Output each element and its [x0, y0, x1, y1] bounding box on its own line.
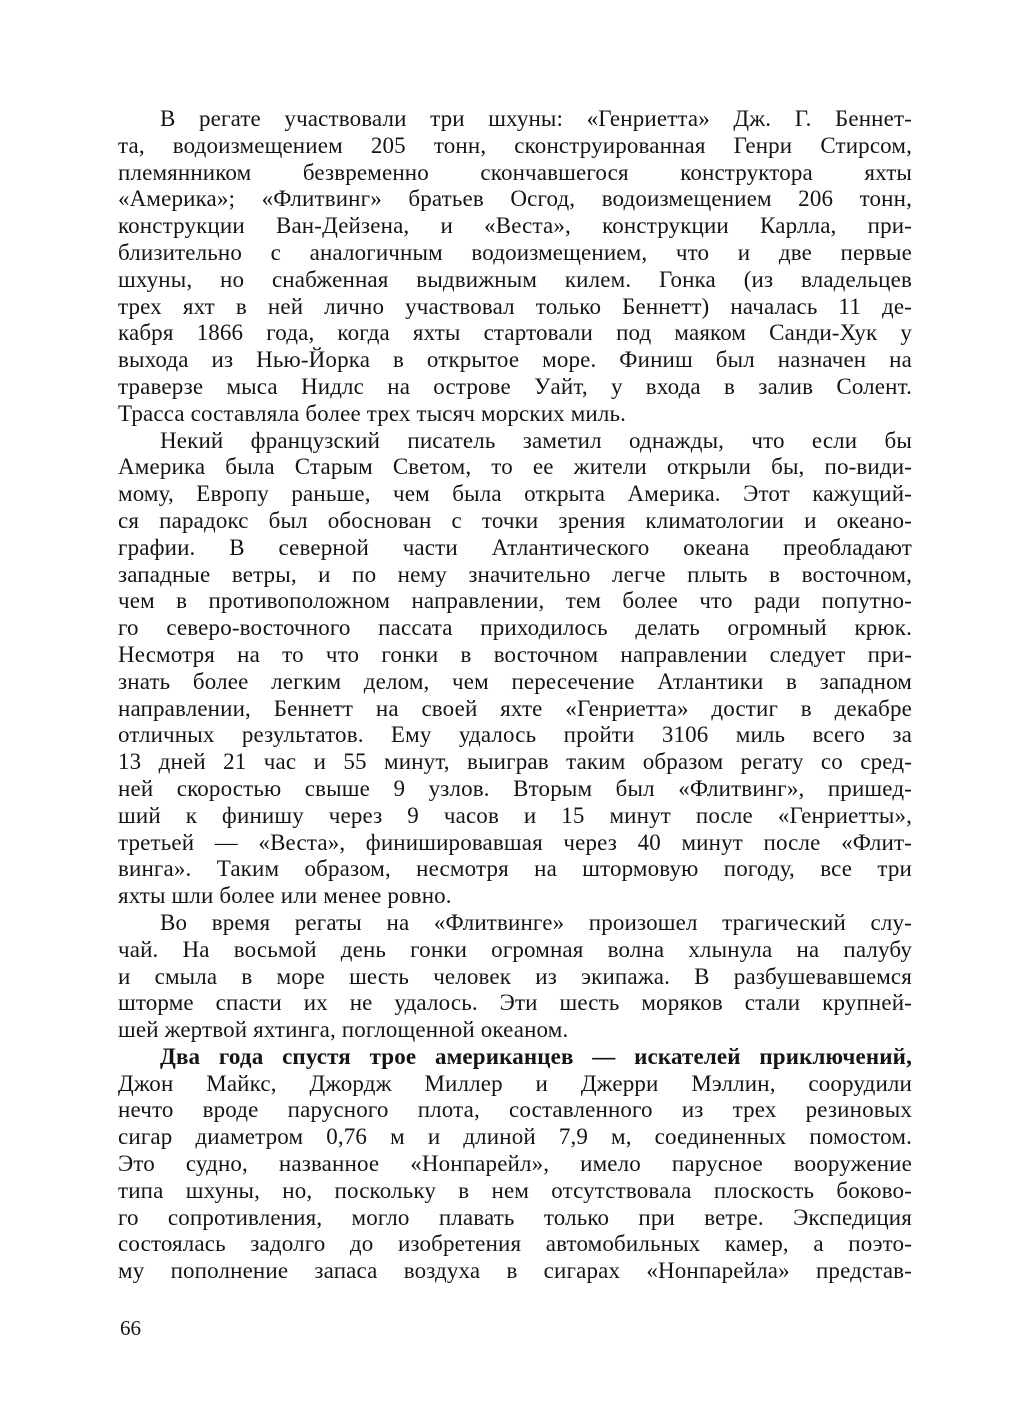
text-line: «Америка»; «Флитвинг» братьев Осгод, водоизмещением 206 тонн,	[118, 186, 912, 212]
text-line: шей жертвой яхтинга, поглощенной океаном.	[118, 1017, 569, 1043]
text-line: графии. В северной части Атлантического океана преобладают	[118, 534, 912, 560]
text-line: Джон Майкс, Джордж Миллер и Джерри Мэллин, соорудили	[118, 1070, 912, 1096]
text-line: го северо-восточного пассата приходилось делать огромный крюк.	[118, 615, 912, 641]
text-line: ся парадокс был обоснован с точки зрения климатологии и океано-	[118, 507, 912, 533]
paragraph-nonpareil	[118, 1044, 912, 1285]
text-line: та, водоизмещением 205 тонн, сконструированная Генри Стирсом,	[118, 132, 912, 158]
text-line: мому, Европу раньше, чем была открыта Америка. Этот кажущий-	[118, 481, 912, 507]
page-body	[118, 106, 912, 1285]
text-line: Некий французский писатель заметил однажды, что если бы	[160, 427, 912, 453]
text-line: чем в противоположном направлении, тем более что ради попутно-	[118, 588, 912, 614]
text-line: трех яхт в ней лично участвовал только Беннетт) началась 11 де-	[118, 293, 912, 319]
text-line: нечто вроде парусного плота, составленного из трех резиновых	[118, 1097, 912, 1123]
text-line: ший к финишу через 9 часов и 15 минут после «Генриетты»,	[118, 802, 912, 828]
text-line: племянником безвременно скончавшегося конструктора яхты	[118, 159, 912, 185]
text-line: шторме спасти их не удалось. Эти шесть моряков стали крупней-	[118, 990, 912, 1016]
text-line: ней скоростью свыше 9 узлов. Вторым был «Флитвинг», пришед-	[118, 775, 912, 801]
text-line: Трасса составляла более трех тысяч морских миль.	[118, 400, 627, 426]
text-line: близительно с аналогичным водоизмещением, что и две первые	[118, 239, 912, 265]
text-line: направлении, Беннетт на своей яхте «Генриетта» достиг в декабре	[118, 695, 912, 721]
text-line: В регате участвовали три шхуны: «Генриетта» Дж. Г. Беннет-	[160, 106, 912, 131]
page-number: 66	[120, 1316, 141, 1340]
text-line: знать более легким делом, чем пересечение Атлантики в западном	[118, 668, 912, 694]
text-line: чай. На восьмой день гонки огромная волна хлынула на палубу	[118, 936, 912, 962]
text-line: типа шхуны, но, поскольку в нем отсутствовала плоскость боково-	[118, 1177, 912, 1203]
text-line: конструкции Ван-Дейзена, и «Веста», конструкции Карлла, при-	[118, 213, 912, 239]
text-line: сигар диаметром 0,76 м и длиной 7,9 м, соединенных помостом.	[118, 1124, 912, 1150]
text-line: винга». Таким образом, несмотря на штормовую погоду, все три	[118, 856, 912, 882]
text-line: отличных результатов. Ему удалось пройти 3106 миль всего за	[118, 722, 912, 748]
paragraph-regatta-schooners	[118, 106, 912, 428]
text-line: го сопротивления, могло плавать только при ветре. Экспедиция	[118, 1204, 912, 1230]
text-line: третьей — «Веста», финишировавшая через 40 минут после «Флит-	[118, 829, 912, 855]
text-line: Во время регаты на «Флитвинге» произошел трагический слу-	[160, 909, 912, 935]
text-line: яхты шли более или менее ровно.	[118, 883, 452, 909]
text-line: западные ветры, и по нему значительно легче плыть в восточном,	[118, 561, 912, 587]
text-line: Несмотря на то что гонки в восточном направлении следует при-	[118, 641, 912, 667]
text-line: траверзе мыса Нидлс на острове Уайт, у входа в залив Солент.	[118, 373, 912, 399]
text-line: Америка была Старым Светом, то ее жители открыли бы, по-види-	[118, 454, 912, 480]
text-line: 13 дней 21 час и 55 минут, выиграв таким образом регату со сред-	[118, 749, 912, 775]
paragraph-french-writer	[118, 428, 912, 910]
text-line: Это судно, названное «Нонпарейл», имело парусное вооружение	[118, 1151, 912, 1177]
bold-lead-line: Два года спустя трое американцев — искателей приключений,	[160, 1043, 912, 1069]
text-line: выхода из Нью-Йорка в открытое море. Финиш был назначен на	[118, 347, 912, 373]
text-line: состоялась задолго до изобретения автомобильных камер, а поэто-	[118, 1231, 912, 1257]
paragraph-tragedy	[118, 910, 912, 1044]
text-line: шхуны, но снабженная выдвижным килем. Гонка (из владельцев	[118, 266, 912, 292]
text-line: му пополнение запаса воздуха в сигарах «Нонпарейла» представ-	[118, 1258, 912, 1284]
text-line: и смыла в море шесть человек из экипажа. В разбушевавшемся	[118, 963, 912, 989]
text-line: кабря 1866 года, когда яхты стартовали под маяком Санди-Хук у	[118, 320, 912, 346]
